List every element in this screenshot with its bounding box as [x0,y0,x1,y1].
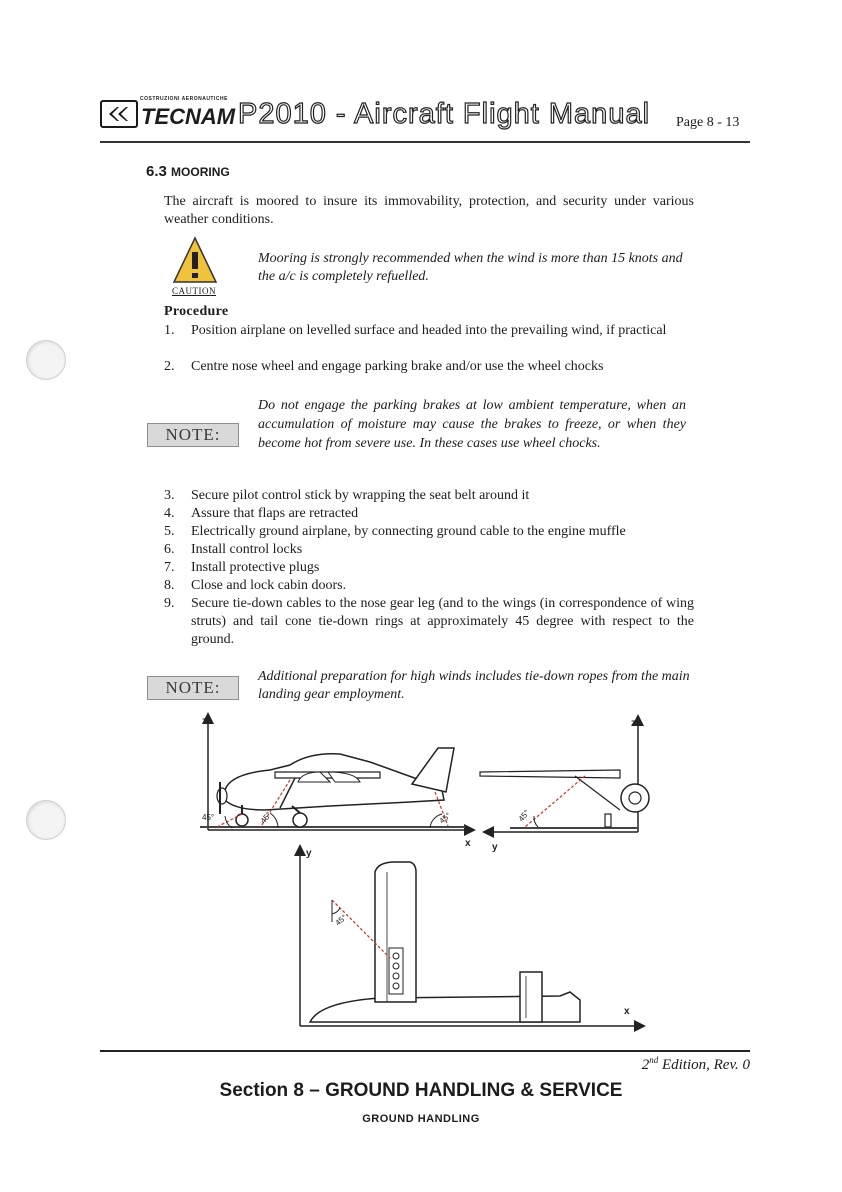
footer-section-title: Section 8 – GROUND HANDLING & SERVICE [219,1080,623,1101]
caution-warning-icon [172,236,218,289]
angle-label: 45° [202,813,215,822]
list-item-number: 4. [164,506,175,521]
list-item-number: 6. [164,542,175,557]
list-item [164,505,694,522]
header-rule [100,141,750,143]
angle-label: 45° [333,912,349,928]
axis-z-label: z [202,716,207,727]
list-item-number: 1. [164,323,175,338]
list-item-text: Install control locks [191,542,303,557]
binder-hole-bottom [26,800,66,840]
side-view [200,716,471,849]
binder-hole-top [26,340,66,380]
list-item-number: 2. [164,359,175,374]
list-item-number: 9. [164,596,175,611]
procedure-title: Procedure [164,304,229,319]
logo-text: TECNAM [141,104,236,129]
note-text: Additional preparation for high winds includes tie-down ropes from the main landing gear employment. [258,669,690,702]
list-item-text: Electrically ground airplane, by connecting ground cable to the engine muffle [191,524,626,539]
list-item-text: Secure tie-down cables to the nose gear leg (and to the wings (in correspondence of wing struts) and tail cone tie-down rings at approximately 45 degree with respect to the ground. [191,596,694,647]
front-view [480,718,649,853]
list-item [164,322,694,339]
list-item [164,523,694,540]
list-item-number: 8. [164,578,175,593]
axis-y-label: y [306,848,312,859]
footer-subsection: GROUND HANDLING [362,1113,480,1125]
caution-label: CAUTION [172,286,216,296]
list-item-text: Position airplane on levelled surface and headed into the prevailing wind, if practical [191,323,667,338]
list-item [164,487,694,504]
logo-arrows-icon [100,100,138,128]
list-item-text: Close and lock cabin doors. [191,578,347,593]
axis-z-label: z [631,718,636,729]
note-badge: NOTE: [147,423,239,447]
note-text: Do not engage the parking brakes at low ambient temperature, when an accumulation of moisture may cause the brakes to freeze, or when they become hot from severe use. In these cases use wheel chocks. [258,398,686,451]
list-item [164,541,694,558]
manual-title: P2010 - Aircraft Flight Manual [238,98,651,130]
intro-paragraph: The aircraft is moored to insure its immovability, protection, and security under various weather conditions. [164,194,694,227]
tecnam-logo [100,96,236,129]
axis-x-label: x [465,838,471,849]
edition-suffix: nd [649,1055,659,1065]
list-item [164,595,694,649]
edition-number: 2 [641,1057,650,1073]
list-item [164,577,694,594]
list-item [164,358,694,375]
axis-x-label: x [624,1006,630,1017]
section-number: 6.3 [146,163,167,180]
list-item-number: 7. [164,560,175,575]
list-item-text: Install protective plugs [191,560,320,575]
angle-label: 45° [258,810,274,826]
top-view [300,848,640,1026]
note-badge: NOTE: [147,676,239,700]
list-item-text: Assure that flaps are retracted [191,506,359,521]
edition-text: Edition, Rev. 0 [658,1057,750,1073]
angle-label: 45° [516,808,532,824]
list-item-number: 5. [164,524,175,539]
section-heading-text: MOORING [171,165,230,179]
list-item-text: Secure pilot control stick by wrapping the seat belt around it [191,488,530,503]
angle-label: 45° [437,810,453,826]
caution-text: Mooring is strongly recommended when the wind is more than 15 knots and the a/c is completely refuelled. [258,251,683,284]
logo-subtitle: COSTRUZIONI AERONAUTICHE [140,96,228,102]
list-item-text: Centre nose wheel and engage parking brake and/or use the wheel chocks [191,359,604,374]
page-number: Page 8 - 13 [676,115,740,130]
section-heading [146,163,230,180]
edition-label [642,1055,750,1074]
footer-rule [100,1050,750,1052]
list-item [164,559,694,576]
mooring-diagram [180,710,660,1040]
list-item-number: 3. [164,488,175,503]
axis-y-label: y [492,842,498,853]
